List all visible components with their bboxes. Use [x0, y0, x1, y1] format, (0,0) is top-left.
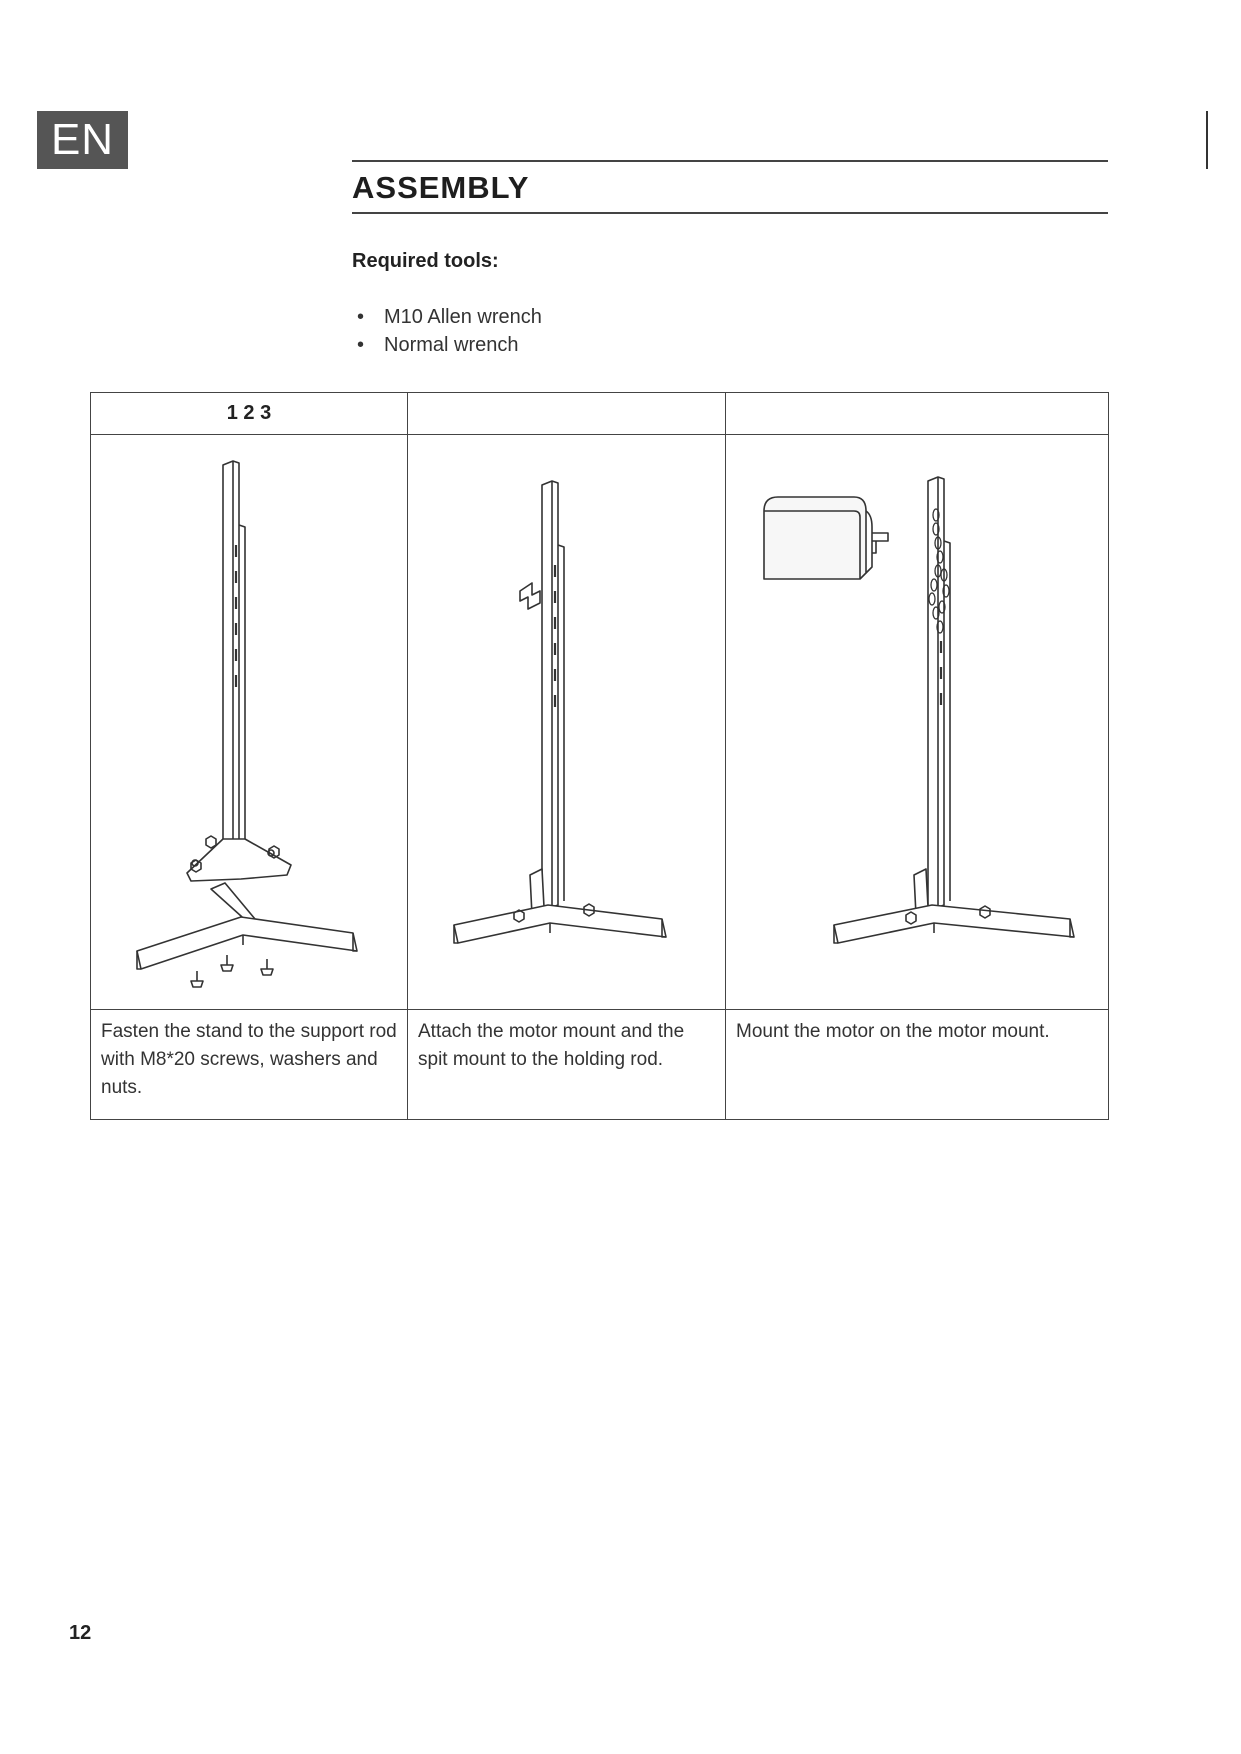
- tool-item: • Normal wrench: [352, 331, 542, 359]
- steps-header-row: [91, 393, 1109, 435]
- step-caption: Mount the motor on the motor mount.: [726, 1010, 1109, 1120]
- tools-heading: Required tools:: [352, 250, 499, 272]
- stand-assembly-figure: [91, 435, 408, 1009]
- language-badge: EN: [37, 111, 128, 169]
- step-1-figure-cell: [91, 435, 408, 1010]
- tools-list: [352, 303, 542, 359]
- step-caption: Fasten the stand to the support rod with M8*20 screws, washers and nuts.: [91, 1010, 408, 1120]
- steps-figure-row: [91, 435, 1109, 1010]
- step-3-figure-cell: [726, 435, 1109, 1010]
- step-2-figure-cell: [408, 435, 726, 1010]
- margin-mark: [1206, 111, 1208, 169]
- motor-on-mount-figure: [726, 435, 1109, 1009]
- step-header: [408, 393, 726, 435]
- title-rule-bottom: [352, 212, 1108, 214]
- tool-item: • M10 Allen wrench: [352, 303, 542, 331]
- assembly-steps-table: [90, 392, 1109, 1120]
- step-header: [726, 393, 1109, 435]
- step-caption: Attach the motor mount and the spit mount to the holding rod.: [408, 1010, 726, 1120]
- page-number: 12: [69, 1622, 92, 1644]
- title-rule-top: [352, 160, 1108, 162]
- steps-caption-row: [91, 1010, 1109, 1120]
- section-title: ASSEMBLY: [352, 170, 530, 205]
- step-header: 1 2 3: [91, 393, 408, 435]
- motor-mount-figure: [408, 435, 726, 1009]
